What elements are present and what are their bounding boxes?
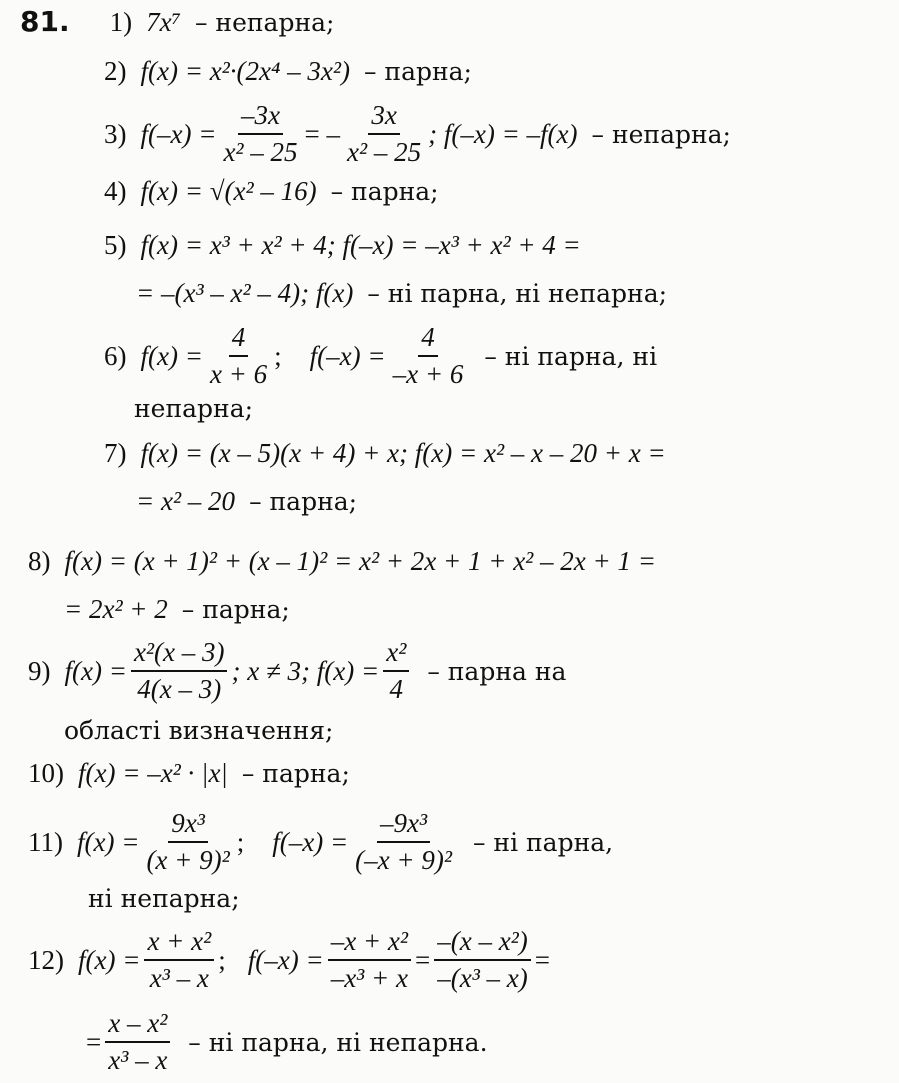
item-12-label: 12) — [28, 944, 64, 975]
item-7-conclusion: – парна; — [249, 487, 358, 516]
item-12-conclusion: – ні парна, ні непарна. — [188, 1027, 488, 1057]
item-3-label: 3) — [104, 118, 127, 149]
item-11-fraction-1 — [143, 810, 232, 874]
fraction-numerator: x + x² — [144, 928, 214, 961]
item-11: 11) f(x) = $\frac{\text{9x³}}{\text{(x + 9)²}}$ ; f(–x) = $\frac{\text{–9x³}}{\text{(–x + 9)²}}$ – ні парна, — [28, 808, 614, 875]
fraction-denominator: x³ – x — [149, 963, 209, 993]
item-9-mid: ; x ≠ 3; f(x) = — [231, 655, 380, 686]
item-12-fraction-4 — [105, 1010, 170, 1074]
item-9-label: 9) — [28, 655, 51, 686]
fraction-numerator: x – x² — [105, 1010, 170, 1043]
item-11-label: 11) — [28, 826, 63, 857]
item-9: 9) f(x) = $\frac{\text{x²(x – 3)}}{4(x - 3)}$ ; x ≠ 3; f(x) = $\frac{\text{x²}}{4}$ – парна на — [28, 637, 567, 704]
item-10-conclusion: – парна; — [241, 759, 350, 788]
item-12-fraction-2 — [328, 928, 411, 992]
item-6: 6) f(x) = $\frac{4}{x + 6}$ ; f(–x) = $\frac{4}{-x + 6}$ – ні парна, ні — [104, 322, 658, 389]
item-1-label: 1) — [109, 6, 133, 37]
item-5-label: 5) — [104, 230, 127, 260]
item-9-fraction-1 — [131, 639, 228, 703]
fraction-numerator: 9x³ — [168, 810, 208, 843]
item-5-conclusion: – ні парна, ні непарна; — [367, 279, 668, 308]
item-5-continuation — [136, 280, 667, 307]
item-6-label: 6) — [104, 340, 127, 371]
item-11-conclusion-2: ні непарна; — [88, 884, 240, 913]
item-11-continuation — [88, 886, 240, 911]
item-4 — [104, 178, 439, 205]
item-2-conclusion: – парна; — [363, 57, 472, 86]
item-5-line-1: f(x) = x³ + x² + 4; f(–x) = –x³ + x² + 4 = — [140, 230, 581, 260]
item-4-math: f(x) = √(x² – 16) — [140, 176, 317, 206]
problem-number: 81. — [20, 5, 70, 38]
fraction-denominator: 4(x – 3) — [137, 674, 222, 704]
fraction-denominator: –x + 6 — [392, 359, 464, 389]
item-9-fraction-2 — [383, 639, 409, 703]
item-3-fraction-1 — [220, 102, 300, 166]
item-12-fraction-1 — [144, 928, 214, 992]
item-6-continuation — [134, 396, 253, 421]
problem-header — [20, 5, 335, 38]
item-4-conclusion: – парна; — [330, 177, 439, 206]
item-5-line-2: = –(x³ – x² – 4); f(x) — [136, 278, 354, 308]
fraction-denominator: x² – 25 — [223, 137, 298, 167]
item-7-line-2: = x² – 20 — [136, 486, 236, 516]
item-2 — [104, 58, 472, 85]
item-1-conclusion: – непарна; — [194, 7, 335, 37]
item-2-math: f(x) = x²·(2x⁴ – 3x²) — [140, 56, 350, 86]
item-7-line-1: f(x) = (x – 5)(x + 4) + x; f(x) = x² – x – 20 + x = — [140, 438, 666, 468]
item-10-math: f(x) = –x² · |x| — [78, 758, 228, 788]
item-9-continuation — [64, 718, 333, 743]
item-8-continuation — [64, 596, 290, 623]
fraction-denominator: –x³ + x — [330, 963, 408, 993]
item-1-math: 7x⁷ — [146, 6, 181, 37]
fraction-denominator: (x + 9)² — [146, 845, 230, 875]
item-6-conclusion-2: непарна; — [134, 394, 254, 423]
item-3-math-b: = – — [304, 118, 341, 149]
fraction-numerator: 4 — [229, 324, 249, 357]
item-6-conclusion: – ні парна, ні — [484, 341, 658, 371]
item-7-label: 7) — [104, 438, 127, 468]
fraction-numerator: 4 — [418, 324, 438, 357]
fraction-denominator: –(x³ – x) — [437, 963, 528, 993]
fraction-numerator: 3x — [368, 102, 399, 135]
item-8-line-1: f(x) = (x + 1)² + (x – 1)² = x² + 2x + 1 + x² – 2x + 1 = — [64, 546, 656, 576]
item-7-continuation — [136, 488, 357, 515]
item-11-fraction-2 — [352, 810, 455, 874]
fraction-numerator: x²(x – 3) — [131, 639, 228, 672]
item-5 — [104, 232, 581, 259]
fraction-denominator: x² – 25 — [347, 137, 422, 167]
item-12: 12) f(x) = $\frac{\text{x + x²}}{\text{x³ – x}}$ ; f(–x) = $\frac{\text{–x + x²}}{\text{–x³ + x}}$ = $\frac{\text{–(x – x²)}}{\text{–(x³ – x)}}$ = — [28, 926, 550, 993]
fraction-denominator: 4 — [389, 674, 404, 704]
item-6-fraction-2 — [390, 324, 467, 388]
fraction-denominator: (–x + 9)² — [355, 845, 452, 875]
item-11-conclusion: – ні парна, — [472, 827, 614, 857]
item-4-label: 4) — [104, 176, 127, 206]
item-12-fraction-3 — [434, 928, 531, 992]
fraction-numerator: –(x – x²) — [434, 928, 531, 961]
fraction-denominator: x³ – x — [108, 1045, 168, 1075]
item-12-continuation: = $\frac{\text{x – x²}}{\text{x³ – x}}$ – ні парна, ні непарна. — [86, 1008, 488, 1075]
item-10 — [28, 760, 350, 787]
fraction-numerator: –x + x² — [328, 928, 411, 961]
item-3-fraction-2 — [344, 102, 424, 166]
item-8 — [28, 548, 656, 575]
item-3-math-c: ; f(–x) = –f(x) — [428, 118, 578, 149]
item-10-label: 10) — [28, 758, 64, 788]
fraction-numerator: –9x³ — [377, 810, 430, 843]
item-9-conclusion-2: області визначення; — [64, 716, 334, 745]
item-2-label: 2) — [104, 56, 127, 86]
fraction-denominator: x + 6 — [209, 359, 268, 389]
item-6-fraction-1 — [207, 324, 270, 388]
fraction-numerator: x² — [383, 639, 409, 672]
item-8-conclusion: – парна; — [181, 595, 290, 624]
item-3-math-a: f(–x) = — [140, 118, 217, 149]
item-3-conclusion: – непарна; — [591, 119, 731, 149]
item-3 — [104, 100, 731, 168]
fraction-numerator: –3x — [238, 102, 283, 135]
item-8-line-2: = 2x² + 2 — [64, 594, 168, 624]
item-7 — [104, 440, 666, 467]
item-9-conclusion: – парна на — [427, 656, 567, 686]
item-8-label: 8) — [28, 546, 51, 576]
